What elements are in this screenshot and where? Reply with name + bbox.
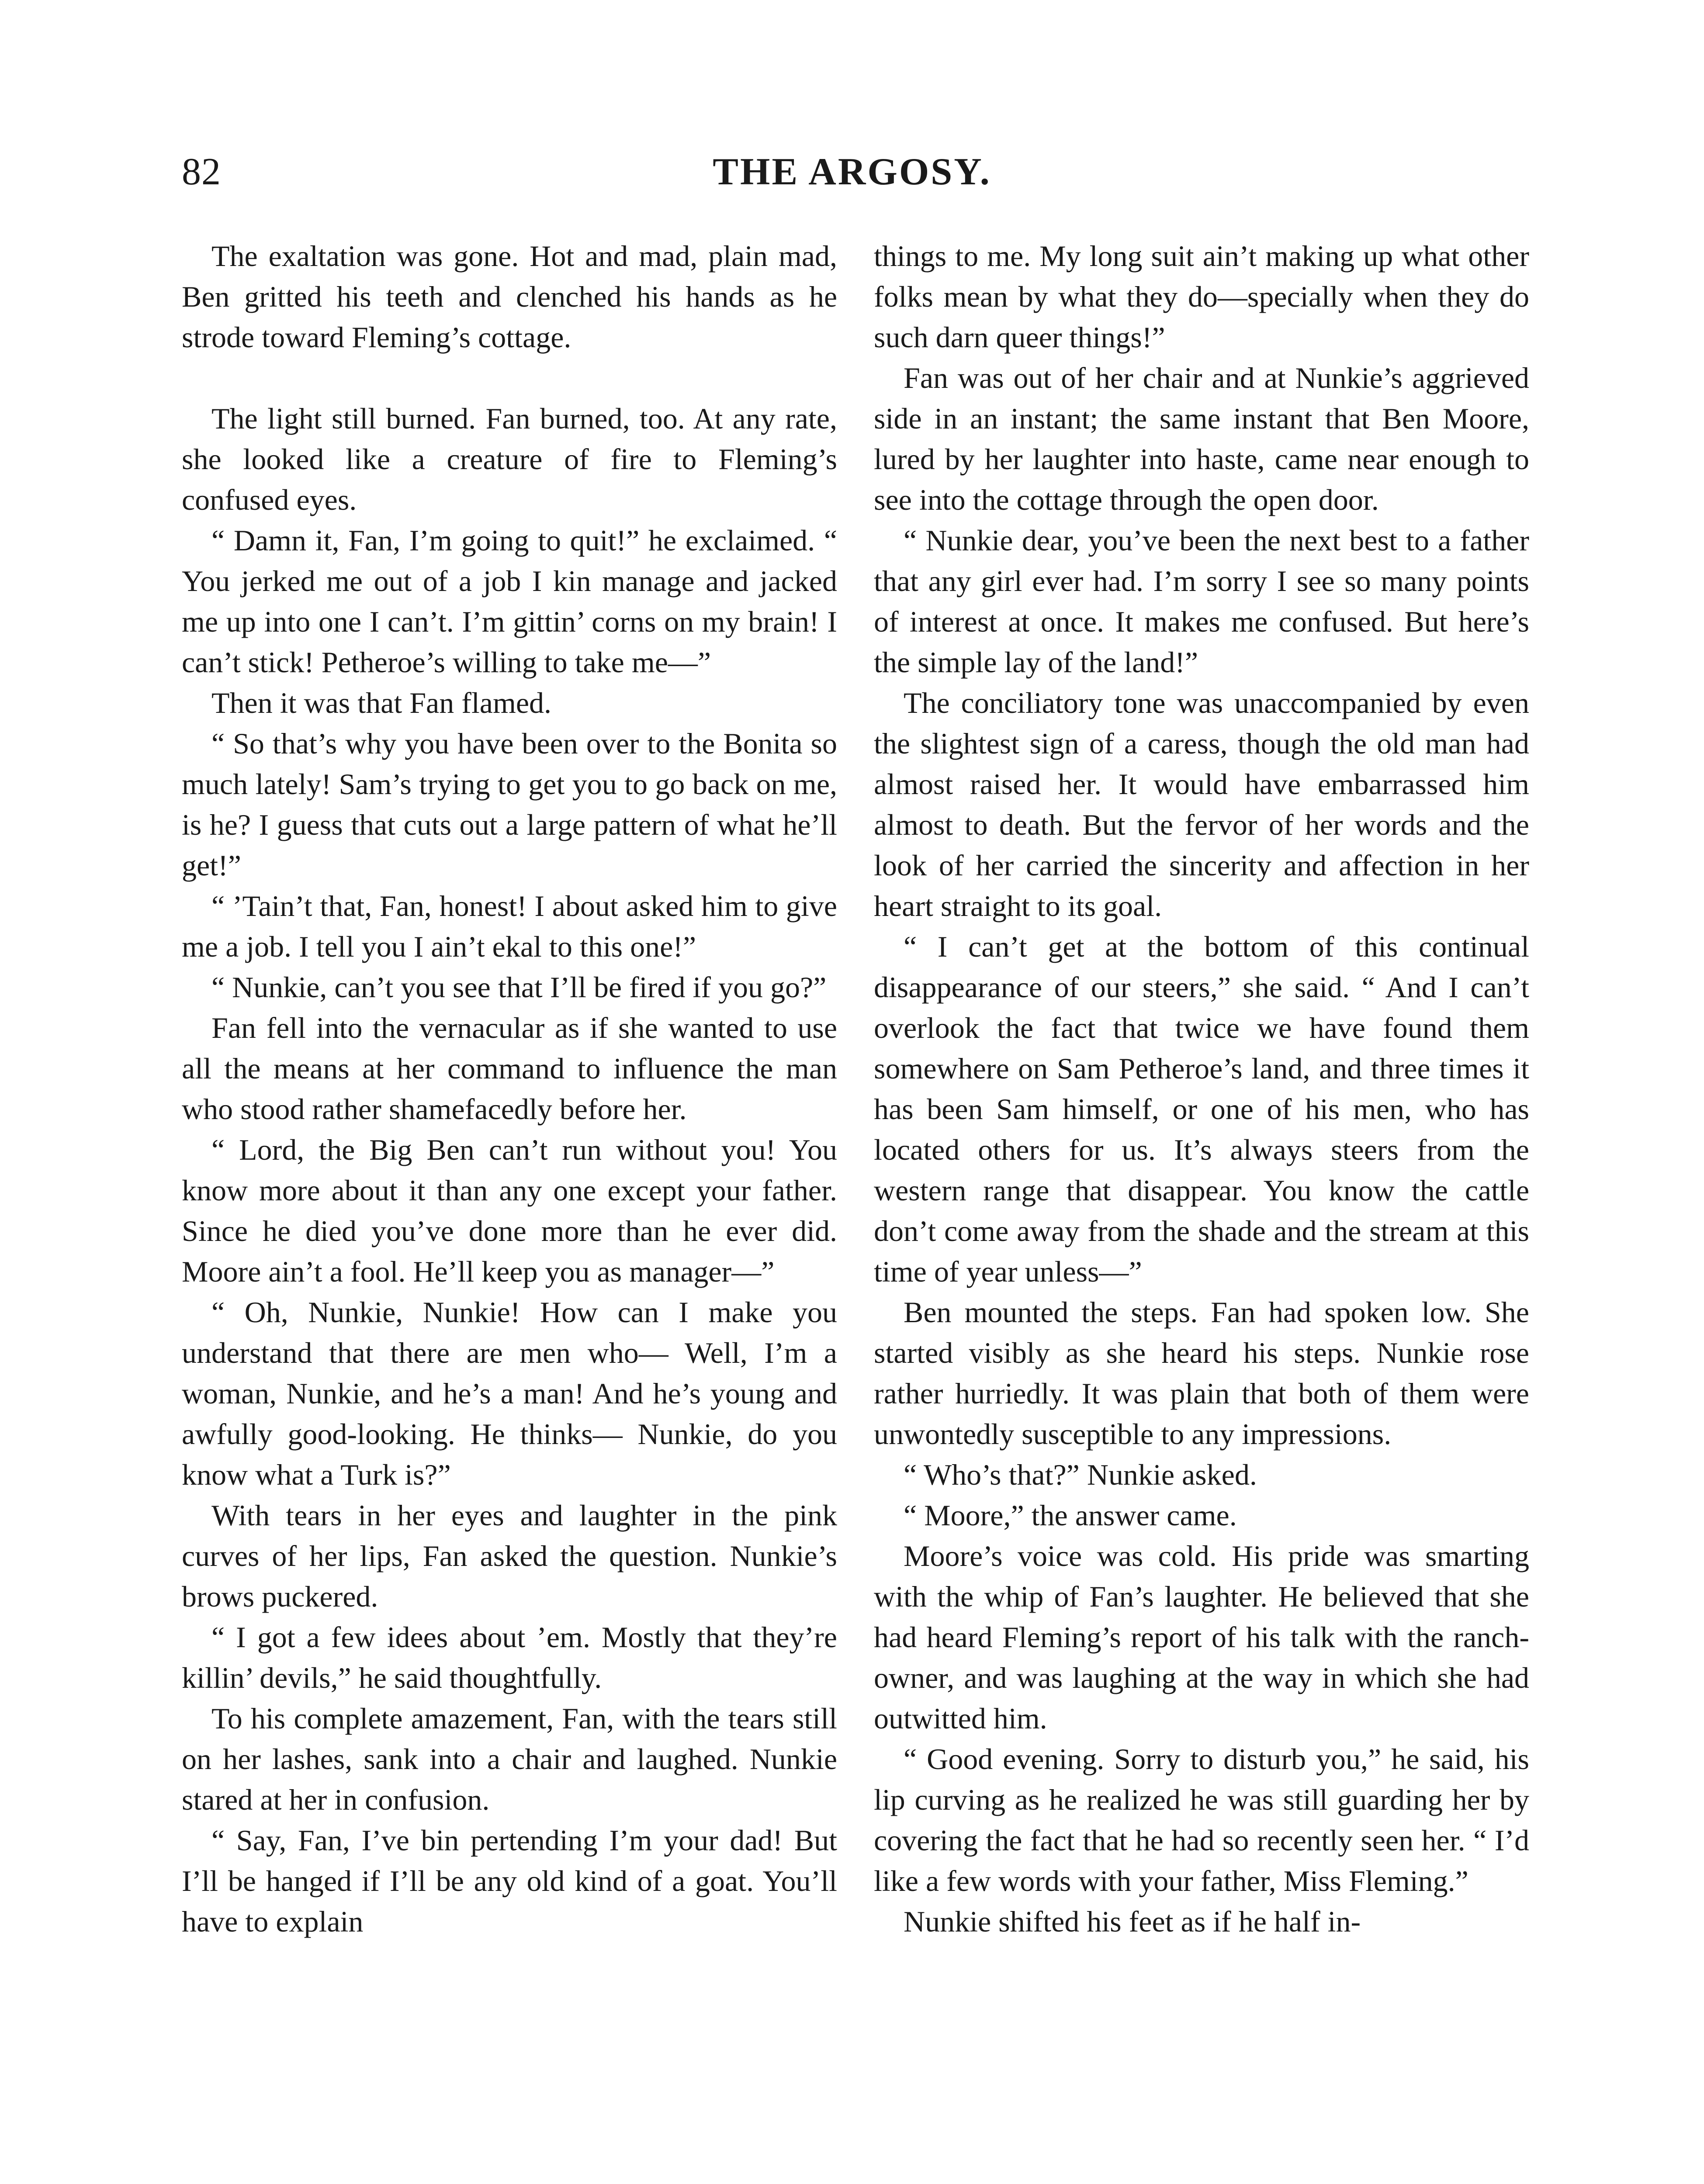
running-head: THE ARGOSY. <box>713 151 991 193</box>
right-column <box>874 236 1529 1942</box>
page-number: 82 <box>182 151 221 193</box>
paragraph: With tears in her eyes and laughter in the pink curves of her lips, Fan asked the question. Nunkie’s brows puckered. <box>182 1499 837 1613</box>
paragraph: “ Oh, Nunkie, Nunkie! How can I make you understand that there are men who— Well, I’m a woman, Nunkie, and he’s a man! And he’s young and awfully good-looking. He thinks— Nunkie, do you know what a Turk is?” <box>182 1296 837 1491</box>
paragraph: Fan fell into the vernacular as if she wanted to use all the means at her command to influence the man who stood rather shamefacedly before her. <box>182 1011 837 1126</box>
paragraph: “ Damn it, Fan, I’m going to quit!” he exclaimed. “ You jerked me out of a job I kin manage and jacked me up into one I can’t. I’m gittin’ corns on my brain! I can’t stick! Petheroe’s willing to take me—” <box>182 524 837 679</box>
paragraph: “ Moore,” the answer came. <box>904 1499 1237 1532</box>
paragraph: “ ’Tain’t that, Fan, honest! I about asked him to give me a job. I tell you I ain’t ekal to this one!” <box>182 889 837 963</box>
paragraph: “ I got a few idees about ’em. Mostly that they’re killin’ devils,” he said thoughtfully. <box>182 1621 837 1694</box>
paragraph: The exaltation was gone. Hot and mad, plain mad, Ben gritted his teeth and clenched his hands as he strode toward Fleming’s cottage. <box>182 239 837 354</box>
paragraph: “ Who’s that?” Nunkie asked. <box>904 1458 1257 1491</box>
paragraph: To his complete amazement, Fan, with the tears still on her lashes, sank into a chair and laughed. Nunkie stared at her in confusion. <box>182 1702 837 1816</box>
paragraph: Nunkie shifted his feet as if he half in- <box>904 1905 1361 1938</box>
paragraph-continued: things to me. My long suit ain’t making up what other folks mean by what they do—specially when they do such darn queer things!” <box>874 239 1529 354</box>
paragraph: “ So that’s why you have been over to the Bonita so much lately! Sam’s trying to get you to go back on me, is he? I guess that cuts out a large pattern of what he’ll get!” <box>182 727 837 882</box>
paragraph: Ben mounted the steps. Fan had spoken low. She started visibly as she heard his steps. Nunkie rose rather hurriedly. It was plain that both of them were unwontedly susceptible to any impressions. <box>874 1296 1529 1451</box>
paragraph: “ Say, Fan, I’ve bin pertending I’m your dad! But I’ll be hanged if I’ll be any old kind of a goat. You’ll have to explain <box>182 1824 837 1938</box>
paragraph: “ I can’t get at the bottom of this continual disappearance of our steers,” she said. “ And I can’t overlook the fact that twice we have found them somewhere on Sam Petheroe’s land, and three times it has been Sam himself, or one of his men, who has located others for us. It’s always steers from the western range that disappear. You know the cattle don’t come away from the shade and the stream at this time of year unless—” <box>874 930 1529 1288</box>
paragraph: Then it was that Fan flamed. <box>211 686 552 719</box>
paragraph: The light still burned. Fan burned, too. At any rate, she looked like a creature of fire to Fleming’s confused eyes. <box>182 402 837 516</box>
paragraph: “ Nunkie, can’t you see that I’ll be fired if you go?” <box>211 971 827 1004</box>
paragraph: Fan was out of her chair and at Nunkie’s aggrieved side in an instant; the same instant that Ben Moore, lured by her laughter into haste, came near enough to see into the cottage through the open door. <box>874 361 1529 516</box>
paragraph: Moore’s voice was cold. His pride was smarting with the whip of Fan’s laughter. He believed that she had heard Fleming’s report of his talk with the ranch-owner, and was laughing at the way in which she had outwitted him. <box>874 1539 1529 1735</box>
left-column <box>182 236 837 1942</box>
paragraph: “ Lord, the Big Ben can’t run without you! You know more about it than any one except your father. Since he died you’ve done more than he ever did. Moore ain’t a fool. He’ll keep you as manager—” <box>182 1133 837 1288</box>
paragraph: “ Nunkie dear, you’ve been the next best to a father that any girl ever had. I’m sorry I see so many points of interest at once. It makes me confused. But here’s the simple lay of the land!” <box>874 524 1529 679</box>
paragraph: “ Good evening. Sorry to disturb you,” he said, his lip curving as he realized he was still guarding her by covering the fact that he had so recently seen her. “ I’d like a few words with your father, Miss Fleming.” <box>874 1742 1529 1897</box>
paragraph: The conciliatory tone was unaccompanied by even the slightest sign of a caress, though the old man had almost raised her. It would have embarrassed him almost to death. But the fervor of her words and the look of her carried the sincerity and affection in her heart straight to its goal. <box>874 686 1529 923</box>
